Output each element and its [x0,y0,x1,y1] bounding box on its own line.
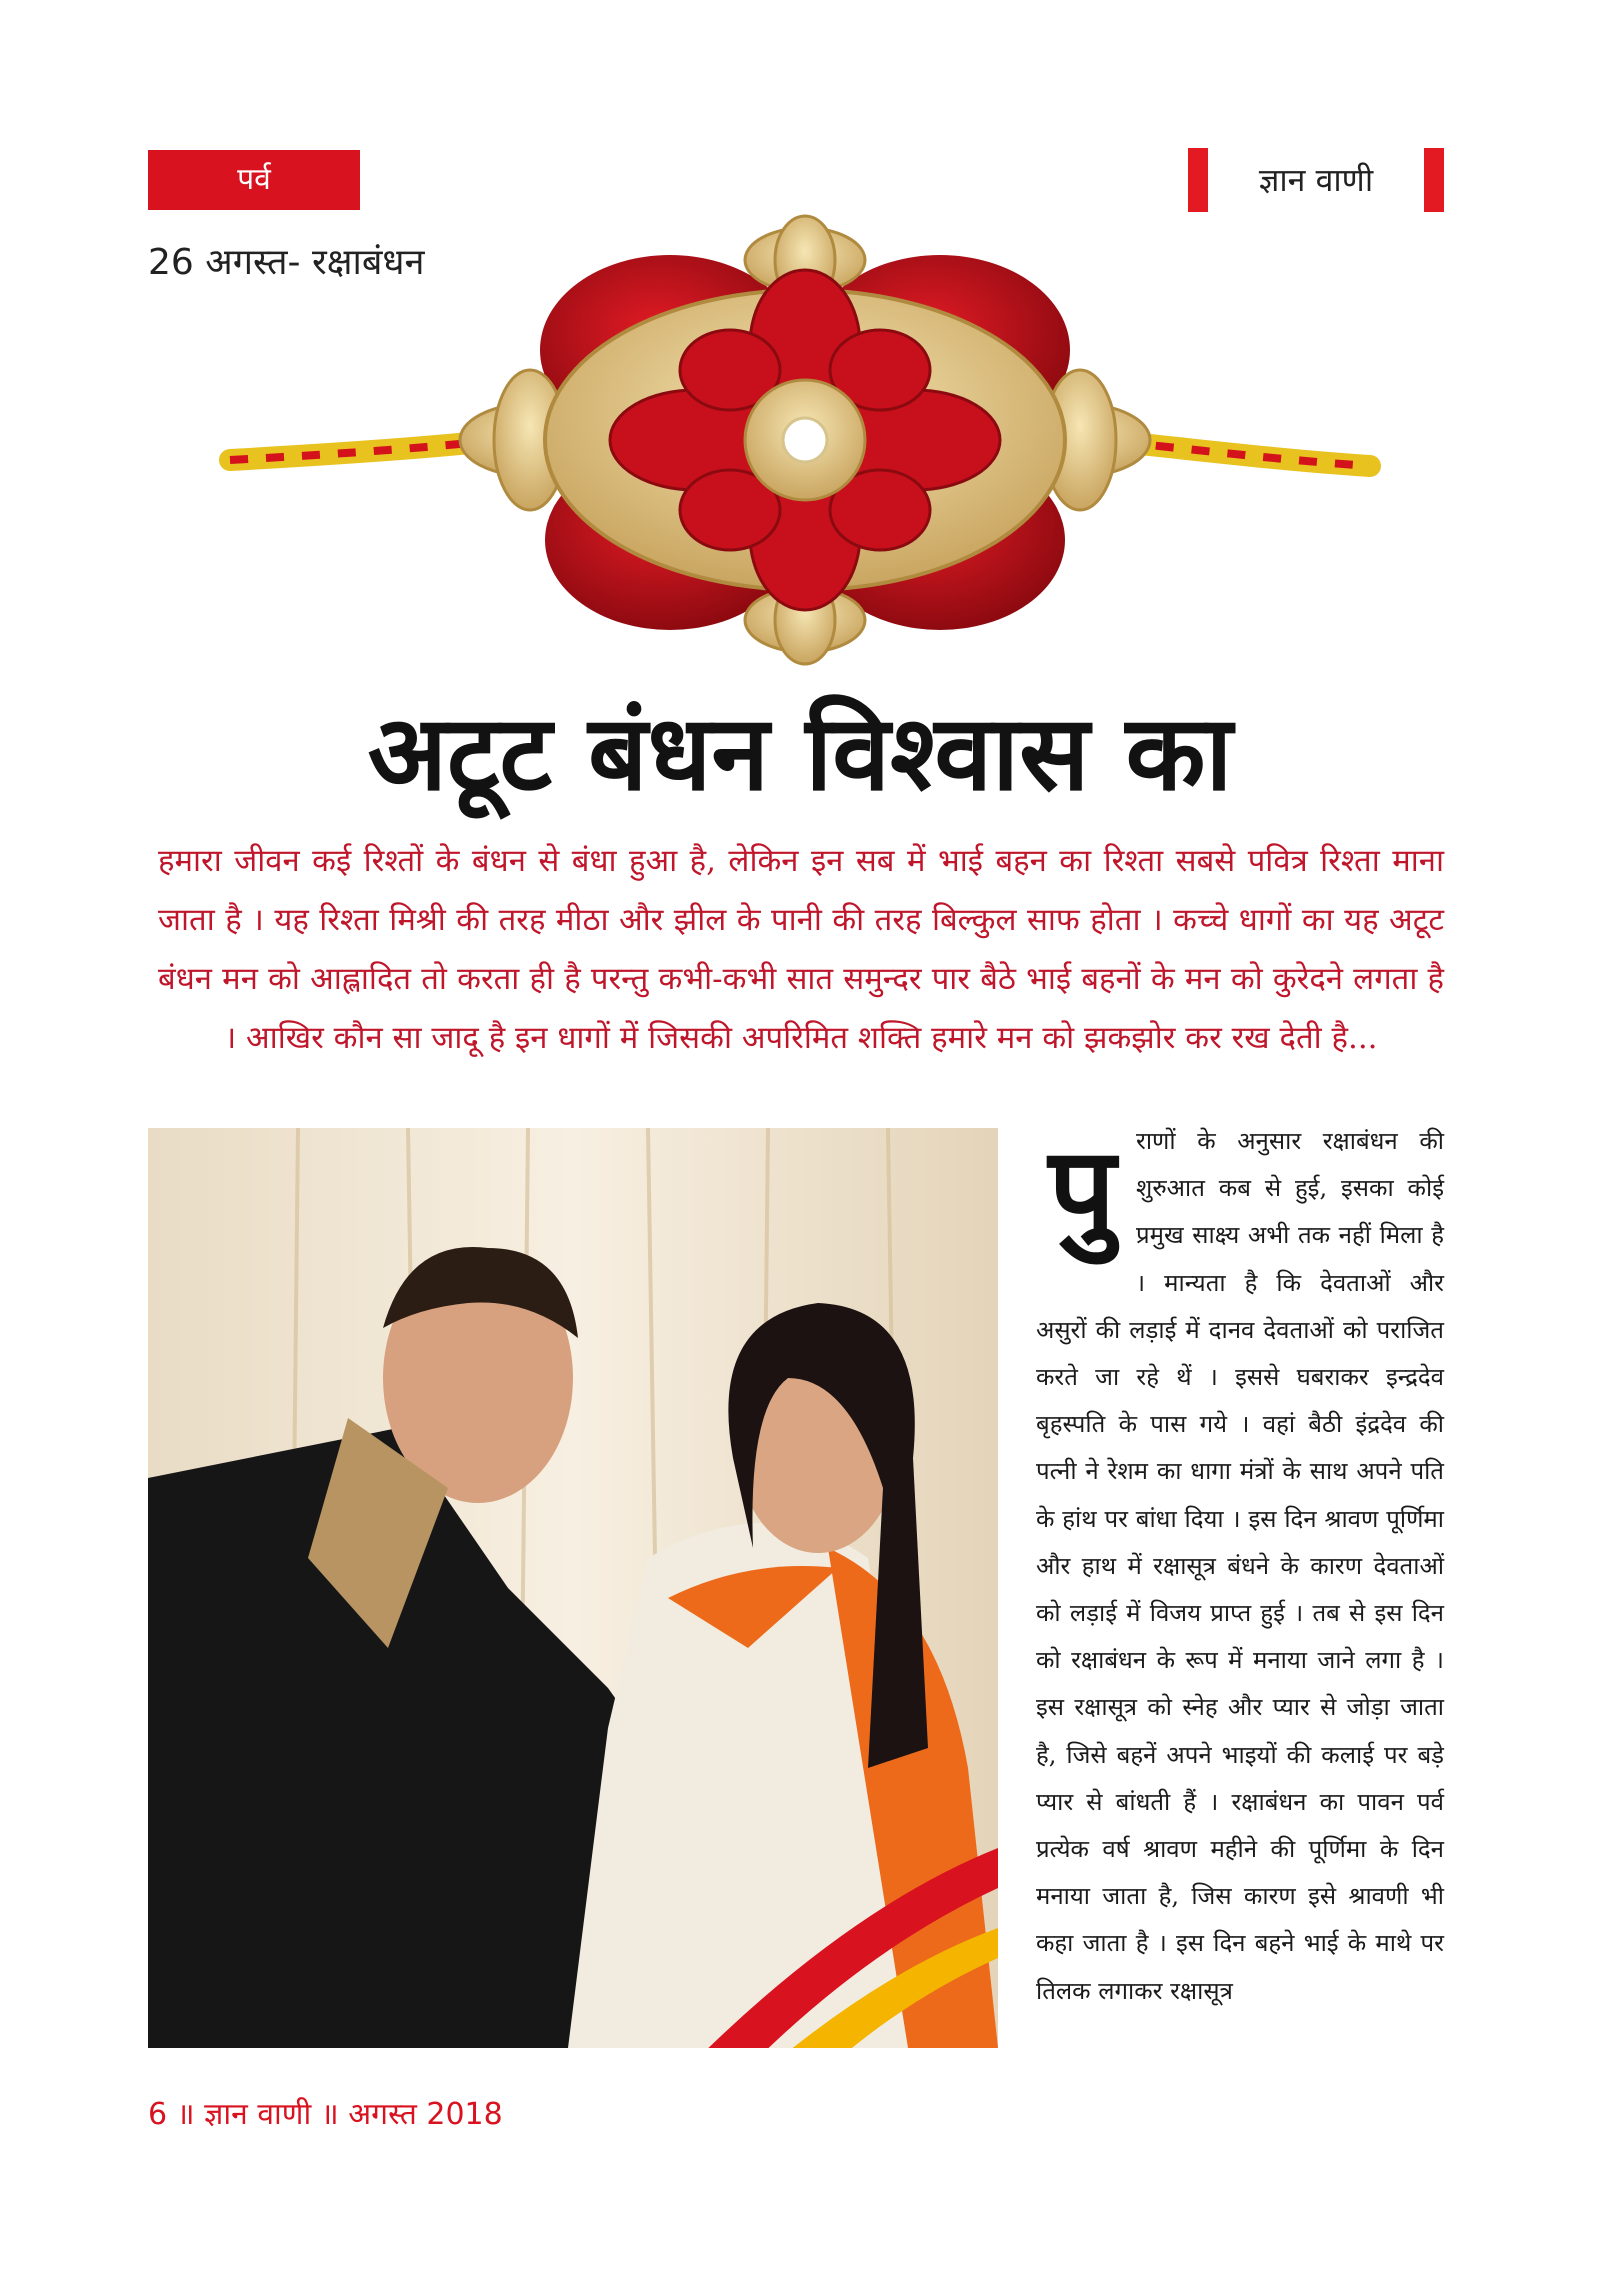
article-body-text: राणों के अनुसार रक्षाबंधन की शुरुआत कब से हुई, इसका कोई प्रमुख साक्ष्य अभी तक नहीं मिला है । मान्यता है कि देवताओं और असुरों की लड़ाई में दानव देवताओं को पराजित करते जा रहे थें । इससे घबराकर इन्द्रदेव बृहस्पति के पास गये । वहां बैठी इंद्रदेव की पत्नी ने रेशम का धागा मंत्रों के साथ अपने पति के हांथ पर बांधा दिया । इस दिन श्रावण पूर्णिमा और हाथ में रक्षासूत्र बंधने के कारण देवताओं को लड़ाई में विजय प्राप्त हुई । तब से इस दिन को रक्षाबंधन के रूप में मनाया जाने लगा है । इस रक्षासूत्र को स्नेह और प्यार से जोड़ा जाता है, जिसे बहनें अपने भाइयों की कलाई पर बड़े प्यार से बांधती हैं । रक्षाबंधन का पावन पर्व प्रत्येक वर्ष श्रावण महीने की पूर्णिमा के दिन मनाया जाता है, जिस कारण इसे श्रावणी भी कहा जाता है । इस दिन बहने भाई के माथे पर तिलक लगाकर रक्षासूत्र [1036,1127,1444,2005]
rakhi-illustration [200,210,1400,670]
magazine-name: ज्ञान वाणी [1188,148,1444,212]
article-headline: अटूट बंधन विश्वास का [367,691,1233,814]
section-tag: पर्व [148,150,360,210]
article-intro: हमारा जीवन कई रिश्तों के बंधन से बंधा हुआ है, लेकिन इन सब में भाई बहन का रिश्ता सबसे पवित्र रिश्ता माना जाता है । यह रिश्ता मिश्री की तरह मीठा और झील के पानी की तरह बिल्कुल साफ होता । कच्चे धागों का यह अटूट बंधन मन को आह्लादित तो करता ही है परन्तु कभी-कभी सात समुन्दर पार बैठे भाई बहनों के मन को कुरेदने लगता है । आखिर कौन सा जादू है इन धागों में जिसकी अपरिमित शक्ति हमारे मन को झकझोर कर रख देती है... [158,843,1444,1056]
date-line: 26 अगस्त- रक्षाबंधन [148,242,425,283]
page-footer: 6 ॥ ज्ञान वाणी ॥ अगस्त 2018 [148,2097,503,2132]
article-body [1036,1118,1444,2015]
drop-cap: पु [1048,1120,1116,1259]
sister-tying-rakhi-photo [148,1128,998,2048]
